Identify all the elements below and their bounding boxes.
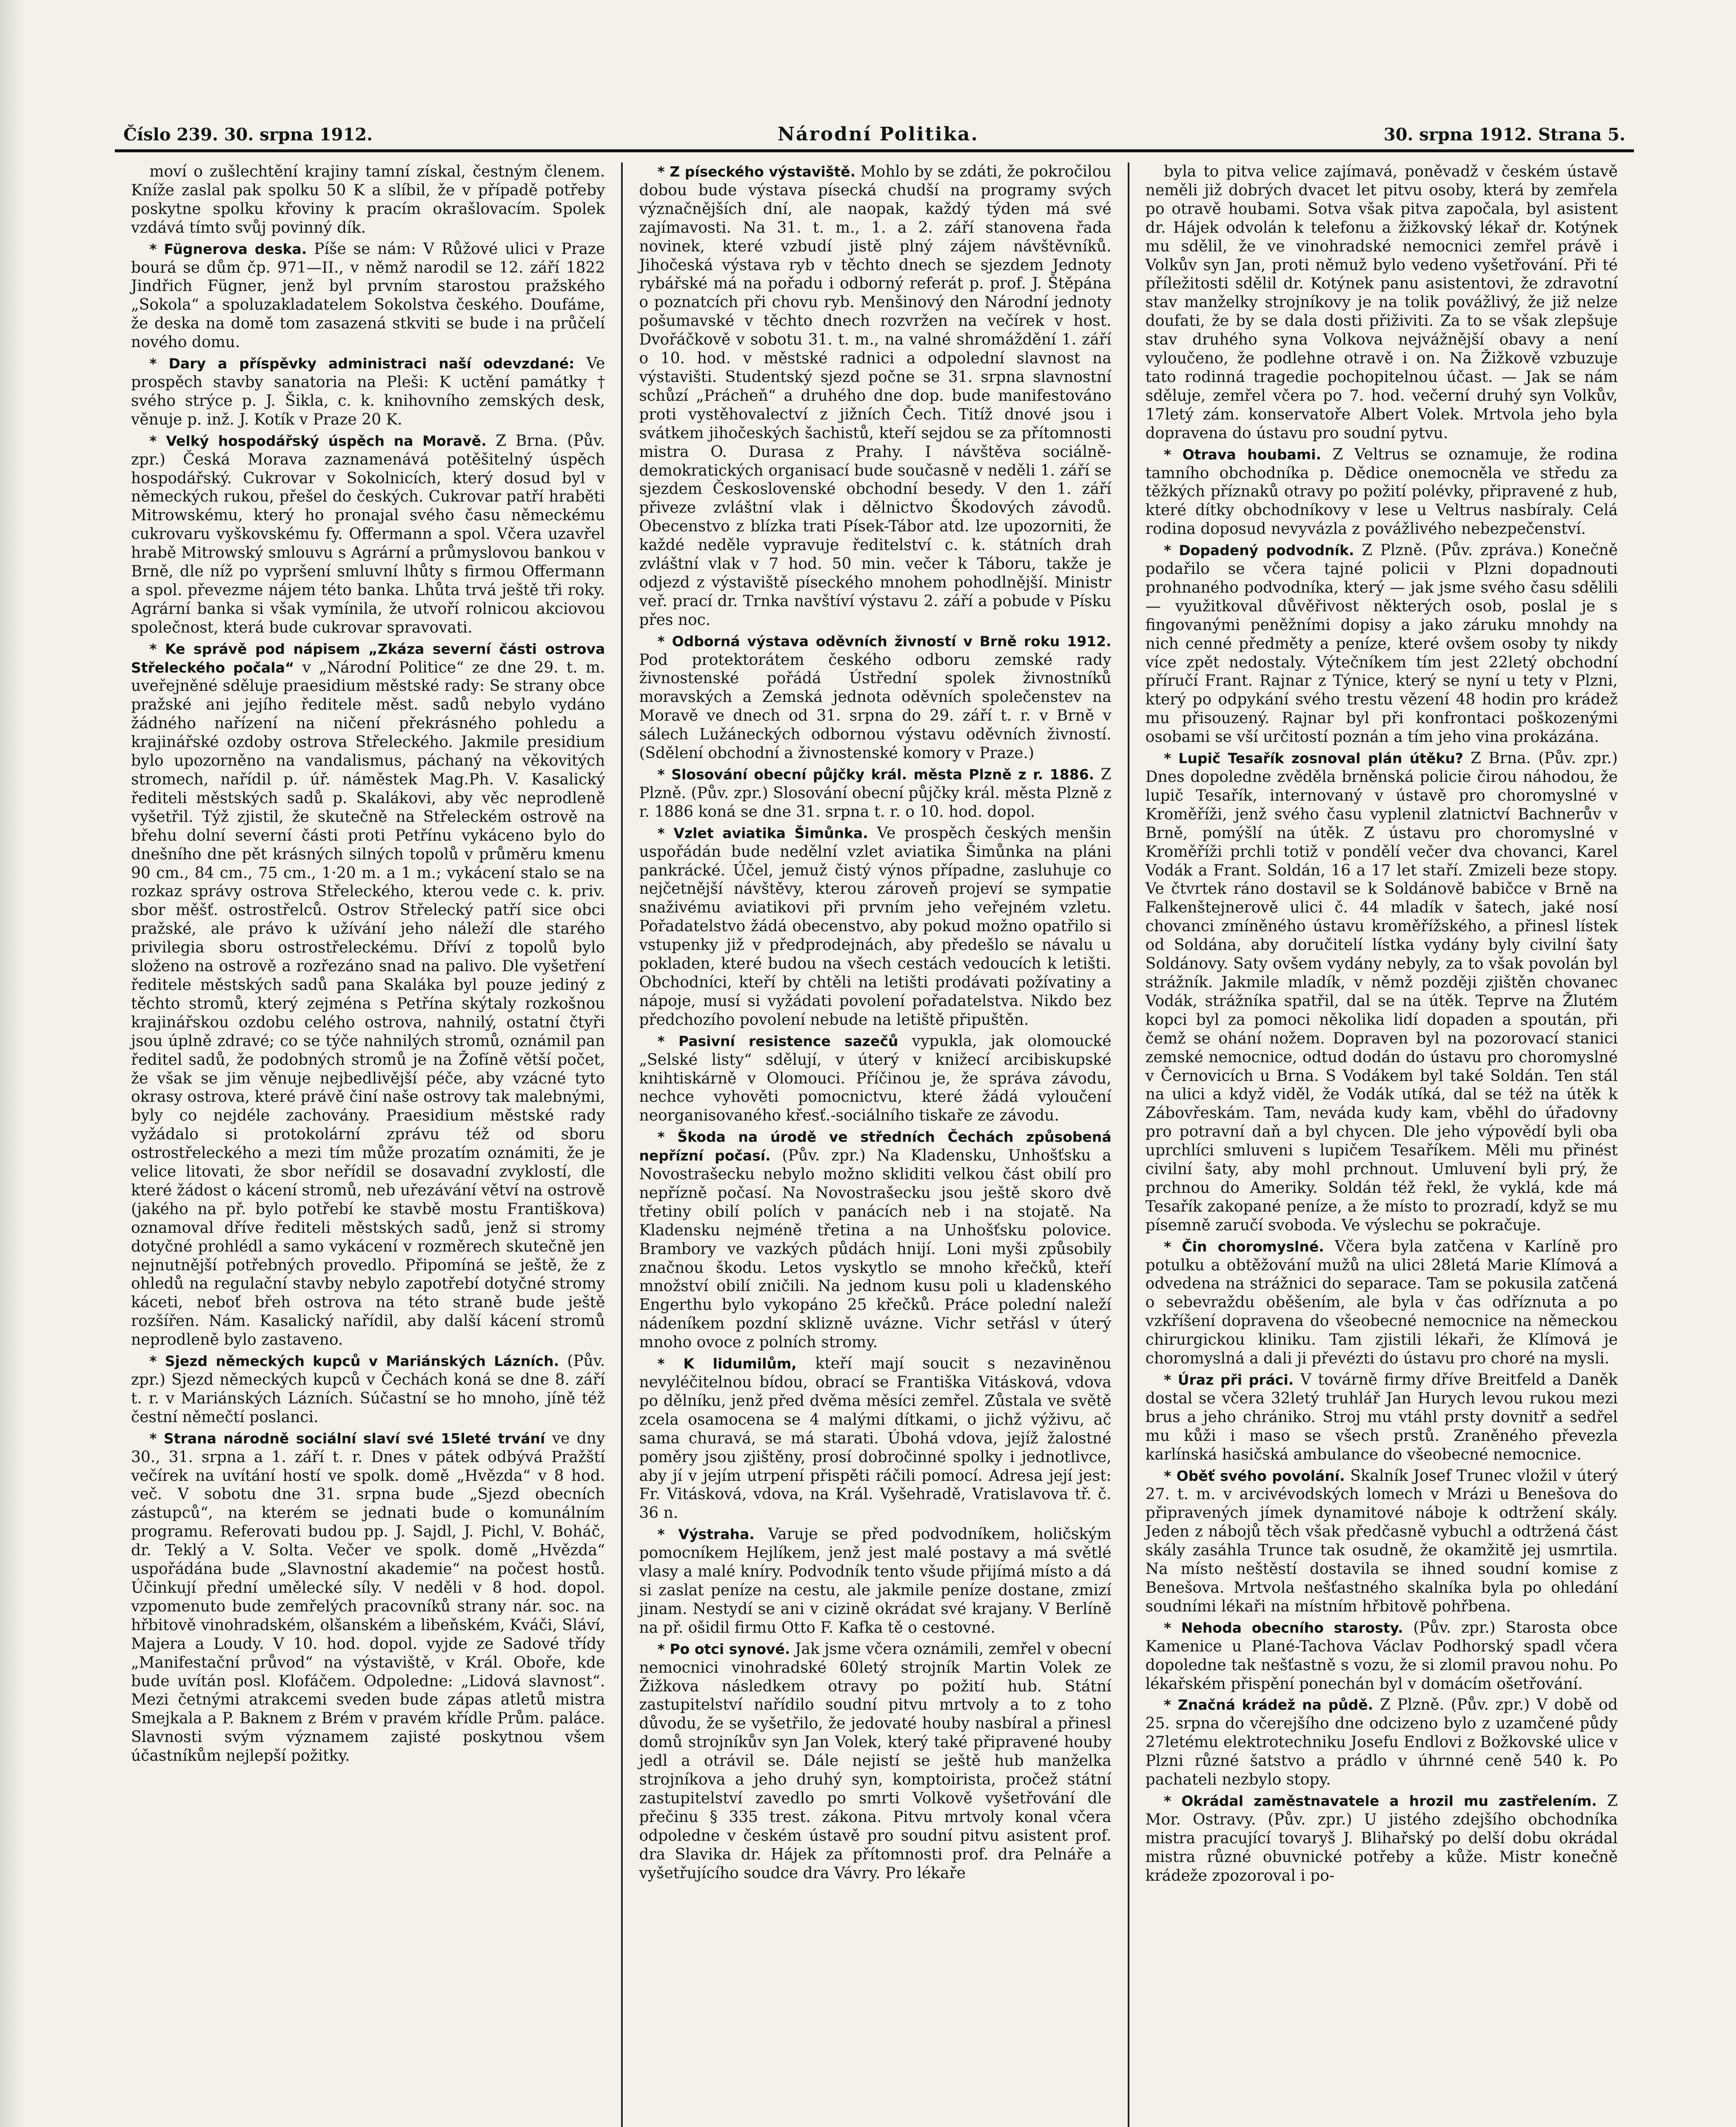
column-3 — [1128, 163, 1634, 2127]
article-text: ve dny 30., 31. srpna a 1. září t. r. Dnes v pátek odbývá Pražští večírek na uvítání hostí ve spolk. domě „Hvězda“ v 8 hod. več. V sobotu dne 31. srpna bude „Sjezd obecních zástupců“, na kterém se jednati bude o komunálním programu. Referovati budou pp. J. Sajdl, J. Pichl, V. Boháč, dr. Teklý a V. Solta. Večer ve spolk. domě „Hvězda“ uspořádána bude „Slavnostní akademie“ na počest hostů. Účinkují přední umělecké síly. V neděli v 8 hod. dopol. vzpomenuto bude zemřelých pracovníků strany nár. soc. na hřbitově vinohradském, olšanském a libeňském, Kváči, Sláví, Majera a Loudy. V 10. hod. dopol. vyjde ze Sadové třídy „Manifestační průvod“ na výstaviště, v Král. Oboře, kde bude uvítán posl. Klofáčem. Odpoledne: „Lidová slavnost“. Mezi četnými atrakcemi sveden bude zápas atletů mistra Smejkala a P. Baknem z Brém v pravém křídle Prům. paláce. Slavnosti svým významem zajisté poskytnou všem účastníkům nejlepší požitky. — [131, 1429, 605, 1765]
article-headline: * Slosování obecní půjčky král. města Plzně z r. 1886. — [657, 766, 1095, 783]
article-text: Z Brna. (Pův. zpr.) Česká Morava zaznamenává potěšitelný úspěch hospodářský. Cukrovar v Sokolnicích, který dosud byl v německých rukou, přešel do českých. Cukrovar patří hraběti Mitrowskému, který ho pronajal svého času německému cukrovaru vyškovskému fy. Offermann a spol. Včera uzavřel hrabě Mitrowský smlouvu s Agrární a průmyslovou bankou v Brně, dle níž po vypršení smluvní lhůty s firmou Offermann a spol. převezme nájem této banka. Lhůta trvá ještě tři roky. Agrární banka si však vymínila, že utvoří rolnicou akciovou společnost, která bude cukrovar spravovati. — [131, 432, 605, 636]
article-text: vypukla, jak olomoucké „Selské listy“ sdělují, v úterý v knižecí arcibiskupské knihtiskárně v Olomouci. Příčinou je, že správa závodu, nechce vyhověti pomocnictvu, které žádá vyloučení neorganisovaného křesť.-sociálního tiskaře ze závodu. — [639, 1032, 1112, 1125]
article-headline: * Velký hospodářský úspěch na Moravě. — [149, 432, 487, 449]
article-text: Z Plzně. (Pův. zpr.) Slosování obecní půjčky král. města Plzně z r. 1886 koná se dne 31. srpna t. r. o 10. hod. dopol. — [639, 766, 1112, 821]
article-headline: * Z píseckého výstaviště. — [657, 163, 856, 180]
article-headline: * Značná krádež na půdě. — [1163, 1696, 1374, 1714]
article-headline: * Dopadený podvodník. — [1163, 542, 1354, 559]
article-headline: * K lidumilům, — [657, 1355, 797, 1372]
article-headline: * Lupič Tesařík zosnoval plán útěku? — [1163, 750, 1463, 767]
article-paragraph — [131, 1429, 605, 1765]
article-headline: * Pasivní resistence sazečů — [657, 1032, 898, 1049]
article-text: Skalník Josef Trunec vložil v úterý 27. t. m. v arcivévodských lomech v Mrázi u Benešova do připravených jímek dynamitové náboje k odtržení skály. Jeden z nábojů těch však předčasně vybuchl a odtržená část skály zasáhla Trunce tak osudně, že okamžitě jej usmrtila. Na místo neštěstí dostavila se ihned soudní komise z Benešova. Mrtvola nešťastného skalníka byla po ohledání soudními lékaři na místním hřbitově pohřbena. — [1145, 1467, 1618, 1615]
article-paragraph — [1146, 541, 1618, 747]
header-page-number: 30. srpna 1912. Strana 5. — [1383, 125, 1625, 145]
article-paragraph — [639, 824, 1111, 1029]
article-headline: * Vzlet aviatika Šimůnka. — [657, 824, 868, 841]
article-paragraph — [1146, 1792, 1618, 1885]
article-paragraph — [131, 354, 605, 429]
article-paragraph — [1146, 1619, 1618, 1694]
article-paragraph — [639, 1128, 1111, 1352]
column-2 — [621, 163, 1127, 2127]
article-text: V továrně firmy dříve Breitfeld a Daněk dostal se včera 32letý truhlář Jan Hurych levou rukou mezi brus a jeho chrániko. Stroj mu vtáhl prsty dovnitř a sedřel mu kůži i maso se všech prstů. Zraněného převezla karlínská hasičská ambulance do všeobecné nemocnice. — [1145, 1371, 1618, 1463]
article-text: Mohlo by se zdáti, že pokročilou dobou bude výstava písecká chudší na programy svých význačnějších dní, ale naopak, každý týden má své zajímavosti. Na 31. t. m., 1. a 2. září stanovena řada novinek, které vzbudí jistě plný zájem návštěvníků. Jihočeská výstava ryb v těchto dnech se sjezdem Jednoty rybářské má na pořadu i odborný referát p. prof. J. Štěpána o poznatcích při chovu ryb. Menšinový den Národní jednoty pošumavské v těchto dnech rozvržen na večírek v host. Dvořáčkově v sobotu 31. t. m., na valné shromáždění 1. září o 10. hod. v městské radnici a odpolední slavnost na výstavišti. Studentský sjezd počne se 31. srpna slavnostní schůzí „Prácheň“ a druhého dne dop. bude manifestováno proti vystěhovalectví z jižních Čech. Titíž dnové jsou i svátkem jihočeských šachistů, kteří sejdou se za přítomnosti mistra O. Durasa z Prahy. I návštěva sociálně-demokratických organisací bude současně v neděli 1. září se sjezdem Československé obchodní besedy. V den 1. září přiveze zvláštní vlak i dělnictvo Škodových závodů. Obecenstvo z blízka trati Písek-Tábor atd. lze upozorniti, že každé neděle vypravuje ředitelství c. k. státních drah zvláštní vlak v 7 hod. 50 min. večer k Táboru, takže je odjezd z výstaviště píseckého mnohem pohodlnější. Ministr veř. prací dr. Trnka navštíví výstavu 2. září a pobude v Písku přes noc. — [639, 163, 1112, 629]
article-headline: * Fügnerova deska. — [149, 240, 307, 257]
article-headline: * Strana národně sociální slaví své 15leté trvání — [149, 1430, 545, 1447]
article-paragraph — [131, 432, 605, 637]
article-paragraph — [131, 1352, 605, 1427]
article-paragraph — [1146, 445, 1618, 539]
article-text: (Pův. zpr.) Sjezd německých kupců v Čechách koná se dne 8. září t. r. v Mariánských Lázních. Súčastní se ho mnoho, jíně též čestní němečtí poslanci. — [131, 1352, 605, 1426]
article-headline: * Sjezd německých kupců v Mariánských Lázních. — [149, 1353, 559, 1370]
article-paragraph — [131, 640, 605, 1349]
article-text: Z Veltrus se oznamuje, že rodina tamního obchodníka p. Dědice onemocněla ve středu za těžkých příznaků otravy po požití polévky, připravené z hub, které dítky obchodníkovy v lese u Veltrus nasbíraly. Celá rodina doposud nevyvázla z povážlivého nebezpečenství. — [1145, 445, 1618, 538]
article-paragraph — [131, 240, 605, 352]
header-issue: Číslo 239. 30. srpna 1912. — [123, 125, 373, 145]
article-text: (Pův. zpr.) Starosta obce Kamenice u Plané-Tachova Václav Podhorský spadl včera dopoledne tak nešťastně s vozu, že si zlomil pravou nohu. Po lékařském přispění ponechán byl v domácím ošetřování. — [1145, 1619, 1618, 1693]
article-headline: * Úraz při práci. — [1163, 1371, 1294, 1388]
article-text: (Pův. zpr.) Na Kladensku, Unhošťsku a Novostrašecku nebylo možno skliditi velkou část obilí pro nepřízně počasí. Na Novostrašecku jsou ještě skoro dvě třetiny obilí polích v panácích neb i na stojatě. Na Kladensku nejméně třetina a na Unhošťsku polovice. Brambory ve vazkých půdách hnijí. Loni myši způsobily značnou škodu. Letos vyskytlo se mnoho křečků, kteří množství obilí zničili. Na jednom kusu poli u kladenského Engerthu bylo vykopáno 25 křečků. Práce polední naleží nádeníkem pozdní sklizně uvázne. Vichr setřásl v úterý mnoho ovoce z polních stromy. — [639, 1147, 1112, 1351]
article-text: Pod protektorátem českého odboru zemské rady živnostenské pořádá Ústřední spolek živnostníků moravských a Zemská jednota oděvních společenstev na Moravě ve dnech od 31. srpna do 29. září t. r. v Brně v sálech Lužáneckých odbornou výstavu oděvních živností. (Sdělení obchodní a živnostenské komory v Praze.) — [639, 651, 1112, 762]
article-paragraph — [1146, 1237, 1618, 1368]
article-text: Z Plzně. (Pův. zpráva.) Konečně podařilo se včera tajné policii v Plzni dopadnouti prohnaného podvodníka, který — jak jsme svého času sdělili — využitkoval důvěřivost některých osob, poslal je s fingovanými peněžními dopisy a jako záruku mnohdy na nich cenné předměty a peníze, které ovšem osoby ty nikdy více zpět nedostaly. Výtečníkem tím jest 22letý obchodní příručí Frant. Rajnar z Týnice, který se nyní u tety v Plzni, který po odpykání svého trestu vězení 48 hodin pro krádež mu přisouzený. Rajnar byl při konfrontaci poškozenými osobami se vší určitostí poznán a tím jeho vina prokázána. — [1145, 542, 1618, 746]
article-headline: * Otrava houbami. — [1163, 446, 1321, 463]
article-text: byla to pitva velice zajímavá, poněvadž v českém ústavě neměli již dobrých dvacet let pitvu osoby, která by zemřela po otravě houbami. Sotva však pitva započala, byl asistent dr. Hájek odvolán k telefonu a žižkovský lékař dr. Kotýnek mu sdělil, že ve vinohradské nemocnici zemřel právě i Volkův syn Jan, proti němuž bylo vedeno vyšetřování. Při té příležitosti sdělil dr. Kotýnek panu asistentovi, že zdravotní stav manželky strojníkovy je na tolik povážlivý, že již nelze doufati, že by se dala dosti přiživiti. Za to se však zlepšuje stav druhého syna Volkova nejvážnější obavy a není vyloučeno, že podlehne otravě i on. Na Žižkově vzbuzuje tato rodinná tragedie pochopitelnou účast. — Jak se nám sděluje, zemřel včera po 7. hod. večerní druhý syn Volkův, 17letý zám. konservatoře Albert Volek. Mrtvola jeho byla dopravena do ústavu pro soudní pytvu. — [1145, 163, 1618, 442]
masthead-title: Národní Politika. — [777, 123, 979, 145]
article-headline: * Okrádal zaměstnavatele a hrozil mu zastřelením. — [1163, 1792, 1597, 1809]
article-text: moví o zušlechtění krajiny tamní získal, čestným členem. Kníže zaslal pak spolku 50 K a slíbil, že v případě potřeby poskytne spolku křoviny k pracím okrašlovacím. Spolek vzdává tímto svůj povinný dík. — [131, 163, 605, 237]
article-text: Z Brna. (Pův. zpr.) Dnes dopoledne zvěděla brněnská policie čirou náhodou, že lupič Tesařík, internovaný v ústavě pro choromyslné v Kroměříži, jenž svého času vyplenil zlatnictví Bachnerův v Brně, pomýšlí na útěk. Z ústavu pro choromyslné v Kroměříži prchli totiž v pondělí večer dva chovanci, Karel Vodák a Frant. Soldán, 16 a 17 let staří. Zmizeli beze stopy. Ve čtvrtek ráno dostavil se k Soldánově babičce v Brně na Falkenštejnerově ulici č. 44 mladík v šatech, jaké nosí chovanci zmíněného ústavu kroměřížského, a přinesl lístek od Soldána, aby doručitelí lístka vydány byly civilní šaty Soldánovy. Saty ovšem vydány nebyly, za to však povolán byl strážník. Jakmile mladík, v němž později zjištěn chovanec Vodák, strážníka spatřil, dal se na útěk. Teprve na Žlutém kopci byl za pomoci několika lidí dopaden a spoután, při čemž se ohání nožem. Dopraven byl na pozorovací stanici zemské nemocnice, odtud dodán do ústavu pro choromyslné v Černovicích u Brna. S Vodákem byl také Soldán. Ten stál na ulici a když viděl, že Vodák utíká, dal se též na útěk k Zábovřeskám. Tam, neváda kudy kam, vběhl do úřadovny pro potravní daň a byl chycen. Dle jeho výpovědí byli oba uprchlíci smluveni s lupičem Tesaříkem. Měli mu přinést civilní šaty, aby mohl prchnout. Umluvení byli prý, že prchnou do Ameriky. Soldán též řekl, že vyklá, kde má Tesařík zakopané peníze, a že místo to prozradí, když se mu písemně zaručí svoboda. Ve výslechu se pokračuje. — [1145, 750, 1618, 1234]
article-text: Z Plzně. (Pův. zpr.) V době od 25. srpna do včerejšího dne odcizeno bylo z uzamčené půdy 27letému elektrotechniku Josefu Endlovi z Božkovské ulice v Plzni různé šatstvo a prádlo v úhrnné ceně 540 k. Po pachateli nezbylo stopy. — [1145, 1696, 1618, 1789]
article-paragraph — [1146, 163, 1618, 443]
page-header — [115, 123, 1634, 149]
header-rule — [115, 149, 1634, 152]
article-paragraph — [639, 632, 1111, 763]
article-headline: * Čin choromyslné. — [1163, 1238, 1324, 1255]
article-paragraph — [639, 1525, 1111, 1637]
article-headline: * Ke správě pod nápisem „Zkáza severní části ostrova Střeleckého počala“ — [131, 640, 605, 676]
article-paragraph — [1146, 1467, 1618, 1616]
article-paragraph — [639, 1640, 1111, 1883]
article-text: Včera byla zatčena v Karlíně pro potulku a obtěžování mužů na ulici 28letá Marie Klímová a odvedena na strážnici do separace. Tam se pokusila zatčená o sebevraždu oběšením, ale byla v čas odříznuta a po vzkříšení dopravena do všeobecné nemocnice na německou chirurgickou kliniku. Tam zjistili lékaři, že Klímová je choromyslná a dali ji převézti do ústavu pro choré na mysli. — [1145, 1237, 1618, 1368]
article-paragraph — [1146, 1696, 1618, 1789]
article-text: Ve prospěch stavby sanatoria na Pleši: K uctění památky † svého strýce p. J. Šikla, c. k. knihovního zemských desk, věnuje p. inž. J. Kotík v Praze 20 K. — [131, 355, 605, 428]
column-1 — [115, 163, 621, 2127]
article-text: Varuje se před podvodníkem, holičským pomocníkem Hejlíkem, jenž jest malé postavy a má světlé vlasy a malé kníry. Podvodník tento všude přijímá místo a dá si zaslat peníze na cestu, ale jakmile peníze dostane, zmizí jinam. Nestydí se ani v cizině okrádat své krajany. V Berlíně na př. ošidil firmu Otto F. Kafka tě o cestovné. — [639, 1525, 1112, 1637]
article-paragraph — [639, 1032, 1111, 1126]
article-text: Jak jsme včera oznámili, zemřel v obecní nemocnici vinohradské 60letý strojník Martin Volek ze Žižkova následkem otravy po požití hub. Státní zastupitelství nařídilo soudní pitvu mrtvoly a to z toho důvodu, že se vyšetřilo, že jedovaté houby nasbíral a přinesl domů strojníkův syn Jan Volek, který také připravené houby jedl a otrávil se. Dále nejistí se ještě hub manželka strojníkova a jeho druhý syn, komptoirista, pročež státní zastupitelství zavedlo po smrti Volkově vyšetřování dle přečinu § 335 trest. zákona. Pitvu mrtvoly konal včera odpoledne v českém ústavě pro soudní pitvu asistent prof. dra Slavika dr. Hájek za přítomnosti prof. dra Pelnáře a vyšetřujícího soudce dra Vávry. Pro lékaře — [639, 1640, 1112, 1882]
article-paragraph — [639, 163, 1111, 630]
article-headline: * Po otci synové. — [657, 1640, 790, 1657]
page-edge-shadow — [0, 0, 26, 2127]
article-text: Píše se nám: V Růžové ulici v Praze bourá se dům čp. 971—II., v němž narodil se 12. září 1822 Jindřich Fügner, jenž byl prvním starostou pražského „Sokola“ a spoluzakladatelem Sokolstva českého. Doufáme, že deska na domě tom zasazená stkviti se bude i na průčelí nového domu. — [131, 240, 605, 351]
article-headline: * Oběť svého povolání. — [1163, 1467, 1345, 1484]
article-text: kteří mají soucit s nezaviněnou nevyléčitelnou bídou, obrací se Františka Vitásková, vdova po dělníku, jenž před dvěma měsíci zemřel. Zůstala ve světě zcela osamocena se 4 malými dítkami, o jichž výživu, ač sama churavá, se má starati. Úbohá vdova, jejíž žalostné poměry jsou zjištěny, prosí dobročinné spolky i jednotlivce, aby jí v jejím utrpení přispěti ráčili pomocí. Adresa její jest: Fr. Vitásková, vdova, na Král. Vyšehradě, Vratislavova tř. č. 36 n. — [639, 1355, 1112, 1522]
article-headline: * Výstraha. — [657, 1526, 755, 1543]
article-paragraph — [639, 1354, 1111, 1523]
article-paragraph — [639, 765, 1111, 821]
article-headline: * Dary a příspěvky administraci naší odevzdané: — [149, 355, 575, 372]
article-text: v „Národní Politice“ ze dne 29. t. m. uveřejněné sděluje praesidium městské rady: Se strany obce pražské ani jejího ředitele měst. sadů nebylo vydáno žádného nařízení na ničení překrásného pohledu a krajinářské ozdoby ostrova Střeleckého. Jakmile presidium bylo upozorněno na vandalismus, páchaný na věkovitých stromech, nařídil p. úř. náměstek Mag.Ph. V. Kasalický řediteli městských sadů p. Skalákovi, aby věc neprodleně vyšetřil. Týž zjistil, že skutečně na Střeleckém ostrově na břehu dolní severní části proti Petřínu vykáceno bylo do dnešního dne pět krásných silných topolů v průměru kmenu 90 cm., 84 cm., 75 cm., 1·20 m. a 1 m.; vykácení stalo se na rozkaz správy ostrova Střeleckého, kterou vede c. k. priv. sbor měšť. ostrostřelců. Ostrov Střelecký patří sice obci pražské, ale právo k užívání jeho náleží dle starého privilegia sboru ostrostřeleckému. Dříví z topolů bylo složeno na ostrově a rozřezáno snad na palivo. Dle vyšetření ředitele městských sadů pana Skaláka byl pouze jediný z těchto stromů, který zejména s Petřína skýtaly rozkošnou krajinářskou ozdobu celého ostrova, nahnilý, ostatní čtyři jsou úplně zdravé; co se týče nahnilých stromů, oznámil pan ředitel sadů, že podobných stromů je na Žofíně větší počet, že však se jim věnuje nejbedlivější péče, aby vzácné tyto okrasy ostrova, které právě činí naše ostrovy tak malebnými, byly co nejdéle zachovány. Praesidium městské rady vyžádalo si protokolární zprávu též od sboru ostrostřeleckého a mezi tím může prozatím oznámiti, že je velice litovati, že sbor neřídil se dosavadní zvyklostí, dle které žádost o kácení stromů, neb uřezávání větví na ostrově (jakého na př. bylo potřebí ke stavbě mostu Františkova) oznamoval dříve řediteli městských sadů, jenž si stromy dotyčné prohlédl a samo vykácení v rozměrech skutečně jen nejnutnější potřebných provedlo. Připomíná se ještě, že z ohledů na regulační stavby nebylo zapotřebí dotyčné stromy káceti, neboť břeh ostrova na této straně bude ještě rozšířen. Nám. Kasalický nařídil, aby další kácení stromů neprodleně bylo zastaveno. — [131, 659, 605, 1349]
article-paragraph — [131, 163, 605, 237]
article-headline: * Odborná výstava oděvních živností v Brně roku 1912. — [657, 633, 1112, 650]
article-columns — [115, 163, 1634, 2127]
article-paragraph — [1146, 749, 1618, 1235]
article-headline: * Škoda na úrodě ve středních Čechách způsobená nepřízní počasí. — [639, 1129, 1112, 1164]
article-text: Z Mor. Ostravy. (Pův. zpr.) U jistého zdejšího obchodníka mistra pracující tovaryš J. Blihařský po delší dobu okrádal mistra různé obuvnické potřeby a kůže. Mistr konečně krádeže zpozoroval i po- — [1145, 1792, 1618, 1885]
article-text: Ve prospěch českých menšin uspořádán bude nedělní vzlet aviatika Šimůnka na pláni pankrácké. Účel, jemuž čistý výnos případne, zasluhuje co nejčetnější návštěvy, kterou zároveň projeví se sympatie snaživému aviatikovi při prvním jeho veřejném vzletu. Pořadatelstvo žádá obecenstvo, aby pokud možno opatřilo si vstupenky již v předprodejnách, aby předešlo se návalu u pokladen, které budou na všech cestách vedoucích k letišti. Obchodníci, kteří by chtěli na letišti prodávati požívatiny a nápoje, musí si vyžádati povolení pořadatelstva. Nikdo bez předchozího povolení nebude na letiště připuštěn. — [639, 824, 1112, 1029]
article-paragraph — [1146, 1371, 1618, 1464]
article-headline: * Nehoda obecního starosty. — [1163, 1619, 1403, 1636]
